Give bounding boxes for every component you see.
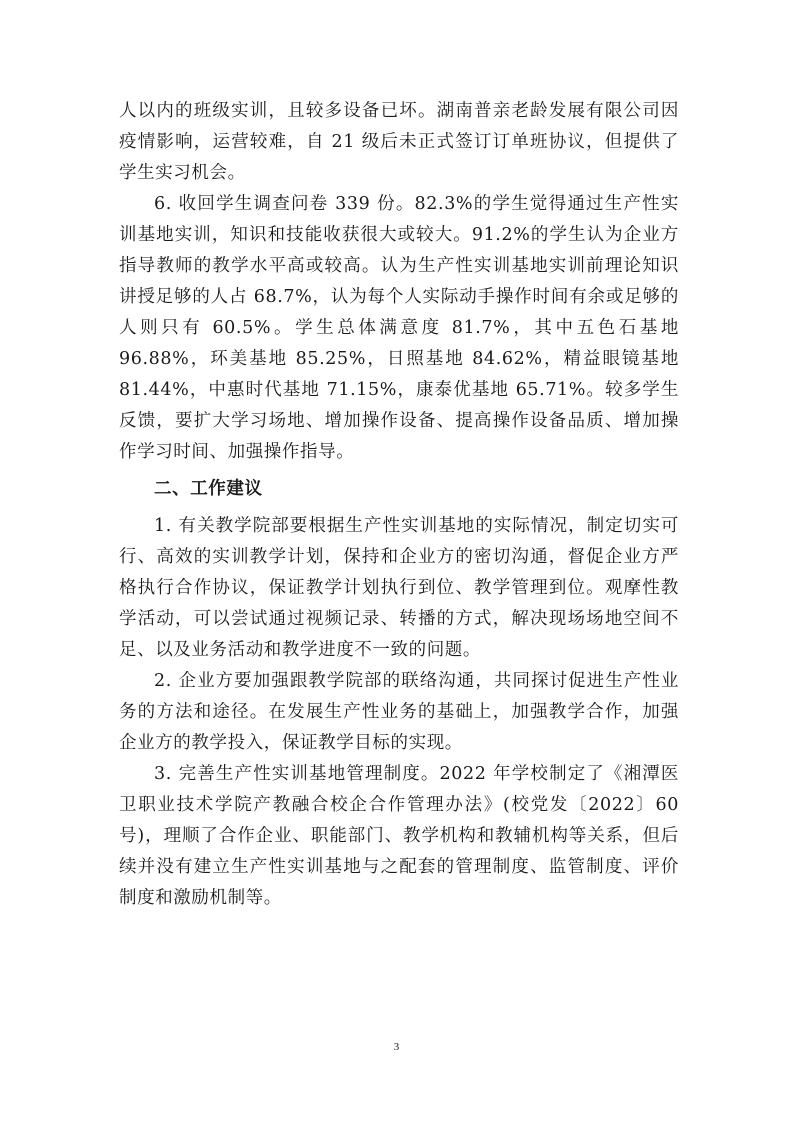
page-number: 3 (393, 1041, 400, 1053)
suggestion-item-2: 2. 企业方要加强跟教学院部的联络沟通，共同探讨促进生产性业务的方法和途径。在发展生产性业务的基础上，加强教学合作，加强企业方的教学投入，保证教学目标的实现。 (119, 671, 679, 753)
paragraph-continued: 人以内的班级实训，且较多设备已坏。湖南普亲老龄发展有限公司因疫情影响，运营较难，自 21 级后未正式签订订单班协议，但提供了学生实习机会。 (119, 101, 679, 183)
section-heading: 二、工作建议 (154, 479, 263, 499)
paragraph-item-6: 6. 收回学生调查问卷 339 份。82.3%的学生觉得通过生产性实训基地实训，知识和技能收获很大或较大。91.2%的学生认为企业方指导教师的教学水平高或较高。认为生产性实训基地实训前理论知识讲授足够的人占 68.7%，认为每个人实际动手操作时间有余或足够的人则只有 60.5%。学生总体满意度 81.7%，其中五色石基地 96.88%，环美基地 85.25%，日照基地 84.62%，精益眼镜基地 81.44%，中惠时代基地 71.15%，康泰优基地 65.71%。较多学生反馈，要扩大学习场地、增加操作设备、提高操作设备品质、增加操作学习时间、加强操作指导。 (119, 194, 679, 462)
page-body (119, 96, 679, 914)
suggestion-item-3: 3. 完善生产性实训基地管理制度。2022 年学校制定了《湘潭医卫职业技术学院产教融合校企合作管理办法》(校党发〔2022〕60 号)，理顺了合作企业、职能部门、教学机构和教辅机构等关系，但后续并没有建立生产性实训基地与之配套的管理制度、监管制度、评价制度和激励机制等。 (119, 764, 679, 908)
suggestion-item-1: 1. 有关教学院部要根据生产性实训基地的实际情况，制定切实可行、高效的实训教学计划，保持和企业方的密切沟通，督促企业方严格执行合作协议，保证教学计划执行到位、教学管理到位。观摩性教学活动，可以尝试通过视频记录、转播的方式，解决现场场地空间不足、以及业务活动和教学进度不一致的问题。 (119, 516, 679, 660)
